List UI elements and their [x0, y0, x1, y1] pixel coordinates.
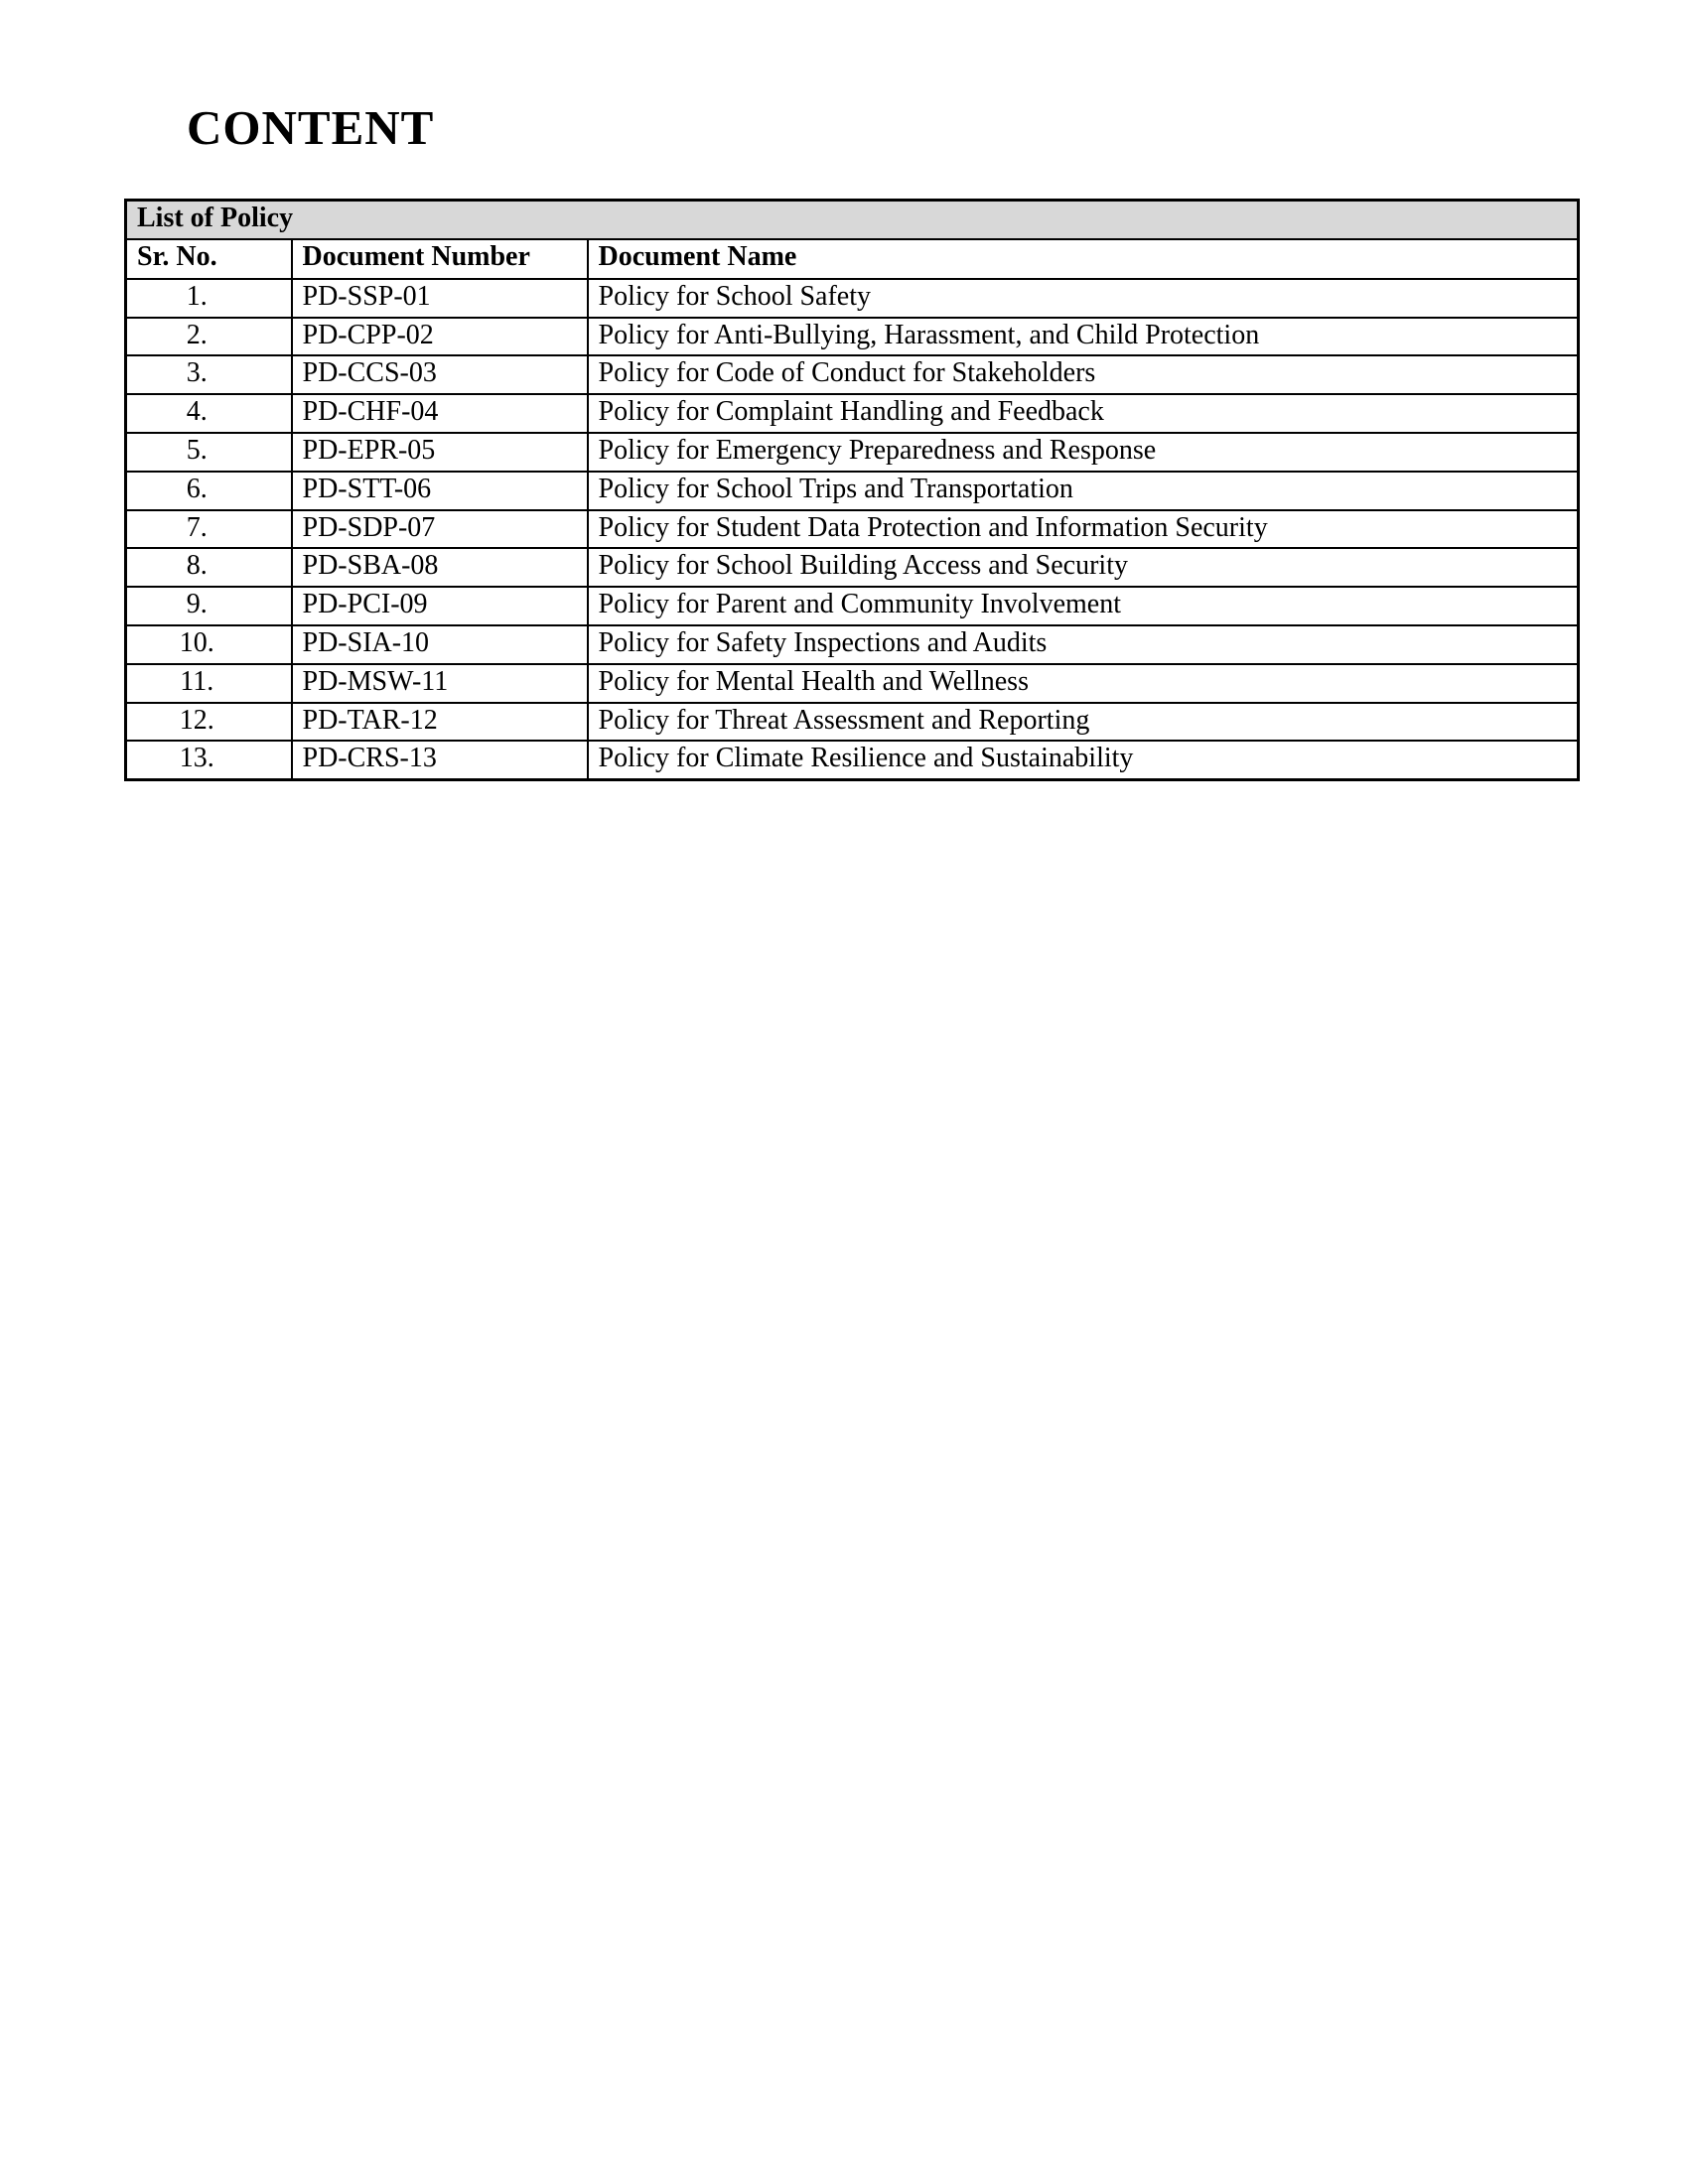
cell-document-number: PD-CCS-03: [292, 355, 588, 394]
cell-sr-no: 3.: [126, 355, 292, 394]
table-row: [126, 472, 1579, 510]
table-header-row: [126, 239, 1579, 279]
table-row: [126, 510, 1579, 549]
cell-document-name: Policy for Student Data Protection and Information Security: [588, 510, 1579, 549]
table-row: [126, 625, 1579, 664]
column-header-sr-no: Sr. No.: [126, 239, 292, 279]
cell-sr-no: 2.: [126, 318, 292, 356]
column-header-document-number: Document Number: [292, 239, 588, 279]
cell-document-name: Policy for School Safety: [588, 279, 1579, 318]
cell-document-number: PD-SDP-07: [292, 510, 588, 549]
cell-sr-no: 7.: [126, 510, 292, 549]
cell-sr-no: 10.: [126, 625, 292, 664]
table-row: [126, 394, 1579, 433]
cell-document-number: PD-MSW-11: [292, 664, 588, 703]
cell-document-name: Policy for Emergency Preparedness and Response: [588, 433, 1579, 472]
cell-document-name: Policy for Mental Health and Wellness: [588, 664, 1579, 703]
table-row: [126, 318, 1579, 356]
cell-sr-no: 5.: [126, 433, 292, 472]
table-row: [126, 587, 1579, 625]
cell-document-name: Policy for School Trips and Transportation: [588, 472, 1579, 510]
cell-sr-no: 12.: [126, 703, 292, 742]
cell-sr-no: 9.: [126, 587, 292, 625]
cell-sr-no: 4.: [126, 394, 292, 433]
cell-sr-no: 13.: [126, 741, 292, 779]
cell-document-number: PD-EPR-05: [292, 433, 588, 472]
cell-document-number: PD-SIA-10: [292, 625, 588, 664]
cell-document-name: Policy for School Building Access and Security: [588, 548, 1579, 587]
cell-document-number: PD-SSP-01: [292, 279, 588, 318]
policy-table: [124, 199, 1580, 781]
cell-document-number: PD-CHF-04: [292, 394, 588, 433]
cell-document-name: Policy for Complaint Handling and Feedback: [588, 394, 1579, 433]
cell-document-name: Policy for Code of Conduct for Stakeholders: [588, 355, 1579, 394]
cell-document-name: Policy for Parent and Community Involvement: [588, 587, 1579, 625]
cell-document-number: PD-SBA-08: [292, 548, 588, 587]
cell-document-name: Policy for Safety Inspections and Audits: [588, 625, 1579, 664]
cell-document-name: Policy for Threat Assessment and Reporting: [588, 703, 1579, 742]
cell-document-number: PD-CPP-02: [292, 318, 588, 356]
cell-document-number: PD-CRS-13: [292, 741, 588, 779]
cell-document-number: PD-STT-06: [292, 472, 588, 510]
table-body: [126, 201, 1579, 780]
cell-sr-no: 6.: [126, 472, 292, 510]
cell-document-number: PD-PCI-09: [292, 587, 588, 625]
cell-document-name: Policy for Climate Resilience and Sustainability: [588, 741, 1579, 779]
table-row: [126, 433, 1579, 472]
column-header-document-name: Document Name: [588, 239, 1579, 279]
table-caption: List of Policy: [126, 201, 1579, 239]
cell-document-number: PD-TAR-12: [292, 703, 588, 742]
cell-sr-no: 8.: [126, 548, 292, 587]
table-row: [126, 703, 1579, 742]
cell-document-name: Policy for Anti-Bullying, Harassment, and Child Protection: [588, 318, 1579, 356]
table-row: [126, 355, 1579, 394]
page-title: CONTENT: [187, 100, 435, 155]
table-caption-row: [126, 201, 1579, 239]
cell-sr-no: 1.: [126, 279, 292, 318]
table-row: [126, 548, 1579, 587]
table-row: [126, 664, 1579, 703]
table-row: [126, 279, 1579, 318]
cell-sr-no: 11.: [126, 664, 292, 703]
table-row: [126, 741, 1579, 779]
